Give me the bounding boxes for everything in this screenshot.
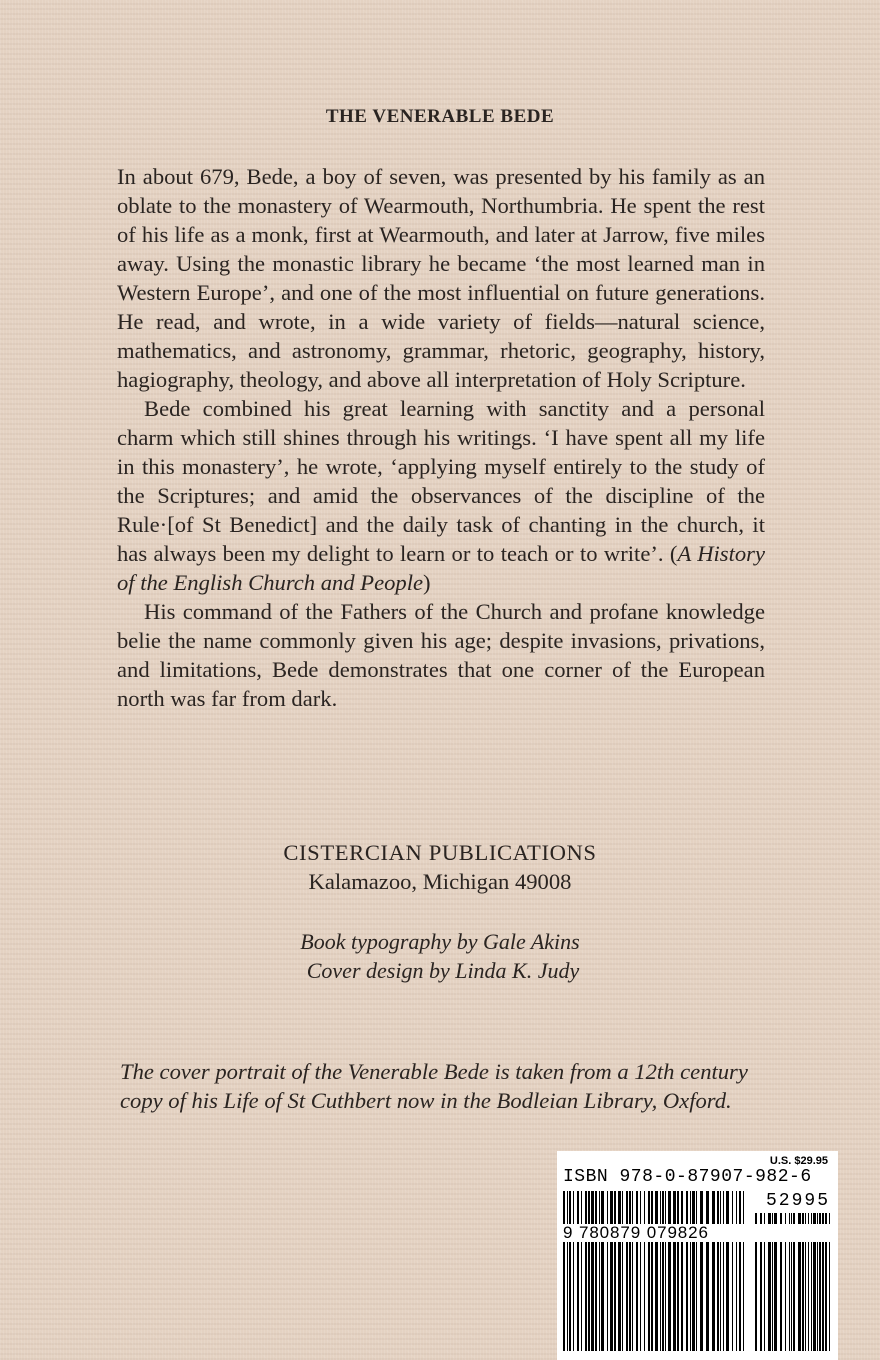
ean-bar-9 — [595, 1191, 597, 1351]
ean-bar-0 — [563, 1191, 565, 1351]
ean-bar-32 — [681, 1191, 683, 1351]
ean-bar-8 — [591, 1191, 594, 1351]
ean-bar-36 — [696, 1191, 697, 1351]
isbn-label: ISBN 978-0-87907-982-6 — [563, 1167, 812, 1187]
ean-bar-15 — [618, 1191, 621, 1351]
ean-bar-28 — [665, 1191, 666, 1351]
ean-bar-42 — [723, 1191, 724, 1351]
ean-bar-14 — [614, 1191, 616, 1351]
ean-bar-47 — [743, 1191, 744, 1351]
ean-bar-39 — [712, 1191, 715, 1351]
publisher-address: Kalamazoo, Michigan 49008 — [308, 869, 572, 894]
ean-bar-24 — [651, 1191, 653, 1351]
ean-bar-34 — [690, 1191, 691, 1351]
citation-title: A History of the English Church and People — [117, 541, 765, 595]
ean-bar-20 — [636, 1191, 638, 1351]
ean-bar-38 — [706, 1191, 709, 1351]
ean-bar-45 — [736, 1191, 737, 1351]
ean-bar-44 — [732, 1191, 733, 1351]
ean-bar-10 — [599, 1191, 600, 1351]
book-title: THE VENERABLE BEDE — [325, 106, 555, 127]
blurb — [117, 162, 765, 713]
ean-bar-4 — [577, 1191, 579, 1351]
ean-bar-22 — [644, 1191, 645, 1351]
ean-bar-1 — [567, 1191, 568, 1351]
price-label: U.S. $29.95 — [769, 1155, 828, 1167]
barcode-bars — [557, 1151, 838, 1360]
publisher-block — [0, 838, 880, 896]
ean-bar-46 — [739, 1191, 741, 1351]
ean-bar-5 — [581, 1191, 582, 1351]
ean-bar-6 — [585, 1191, 587, 1351]
ean-bar-21 — [640, 1191, 641, 1351]
barcode-area — [557, 1151, 838, 1360]
paragraph-2-text: Bede combined his great learning with sanctity and a personal charm which still shines through his writings. ‘I have spent all my life in this monastery’, he wrote, ‘applying myself entirely to the study of the Scriptures; and amid the observances of the discipline of the Rule·[of St Benedict] and the daily task of chanting in the church, it has always been my delight to learn or to teach or to write’. ( — [117, 396, 765, 566]
paragraph-1: In about 679, Bede, a boy of seven, was presented by his family as an oblate to the monastery of Wearmouth, Northumbria. He spent the rest of his life as a monk, first at Wearmouth, and later at Jarrow, five miles away. Using the monastic library he became ‘the most learned man in Western Europe’, and one of the most influential on future generations. He read, and wrote, in a wide variety of fields—natural science, mathematics, and astronomy, grammar, rhetoric, geography, history, hagiography, theology, and above all interpretation of Holy Scripture. — [117, 164, 765, 392]
cover-design-credit: Cover design by Linda K. Judy — [306, 958, 580, 983]
ean-bar-37 — [700, 1191, 703, 1351]
ean-bar-40 — [717, 1191, 719, 1351]
ean-bar-2 — [569, 1191, 571, 1351]
typography-credit: Book typography by Gale Akins — [300, 929, 580, 954]
ean-bar-27 — [662, 1191, 664, 1351]
ean-bar-23 — [648, 1191, 650, 1351]
ean-bar-16 — [622, 1191, 623, 1351]
ean-number: 9 780879 079826 — [563, 1224, 833, 1242]
ean-bar-26 — [660, 1191, 661, 1351]
publisher-name: CISTERCIAN PUBLICATIONS — [283, 840, 597, 865]
ean-bar-12 — [607, 1191, 608, 1351]
ean-bar-29 — [668, 1191, 671, 1351]
citation-close: ) — [423, 570, 431, 595]
ean-bar-30 — [673, 1191, 676, 1351]
ean-bar-3 — [573, 1191, 574, 1351]
ean-bar-35 — [692, 1191, 695, 1351]
ean-bar-31 — [677, 1191, 679, 1351]
ean-bar-7 — [588, 1191, 590, 1351]
ean-bar-17 — [626, 1191, 628, 1351]
ean-bar-19 — [632, 1191, 633, 1351]
credits-block — [0, 927, 880, 985]
ean-bar-25 — [655, 1191, 658, 1351]
paragraph-2 — [117, 394, 765, 597]
ean-bar-43 — [726, 1191, 729, 1351]
ean-bar-18 — [629, 1191, 631, 1351]
ean-bar-11 — [601, 1191, 604, 1351]
addon-code-label: 52995 — [765, 1191, 830, 1211]
cover-portrait-note: The cover portrait of the Venerable Bede is taken from a 12th century copy of his Life of St Cuthbert now in the Bodleian Library, Oxford. — [120, 1059, 748, 1113]
ean-bar-13 — [610, 1191, 613, 1351]
paragraph-3: His command of the Fathers of the Church and profane knowledge belie the name commonly given his age; despite invasions, privations, and limitations, Bede demonstrates that one corner of the European north was far from dark. — [117, 599, 765, 711]
ean-bar-33 — [686, 1191, 688, 1351]
ean-bar-41 — [720, 1191, 721, 1351]
